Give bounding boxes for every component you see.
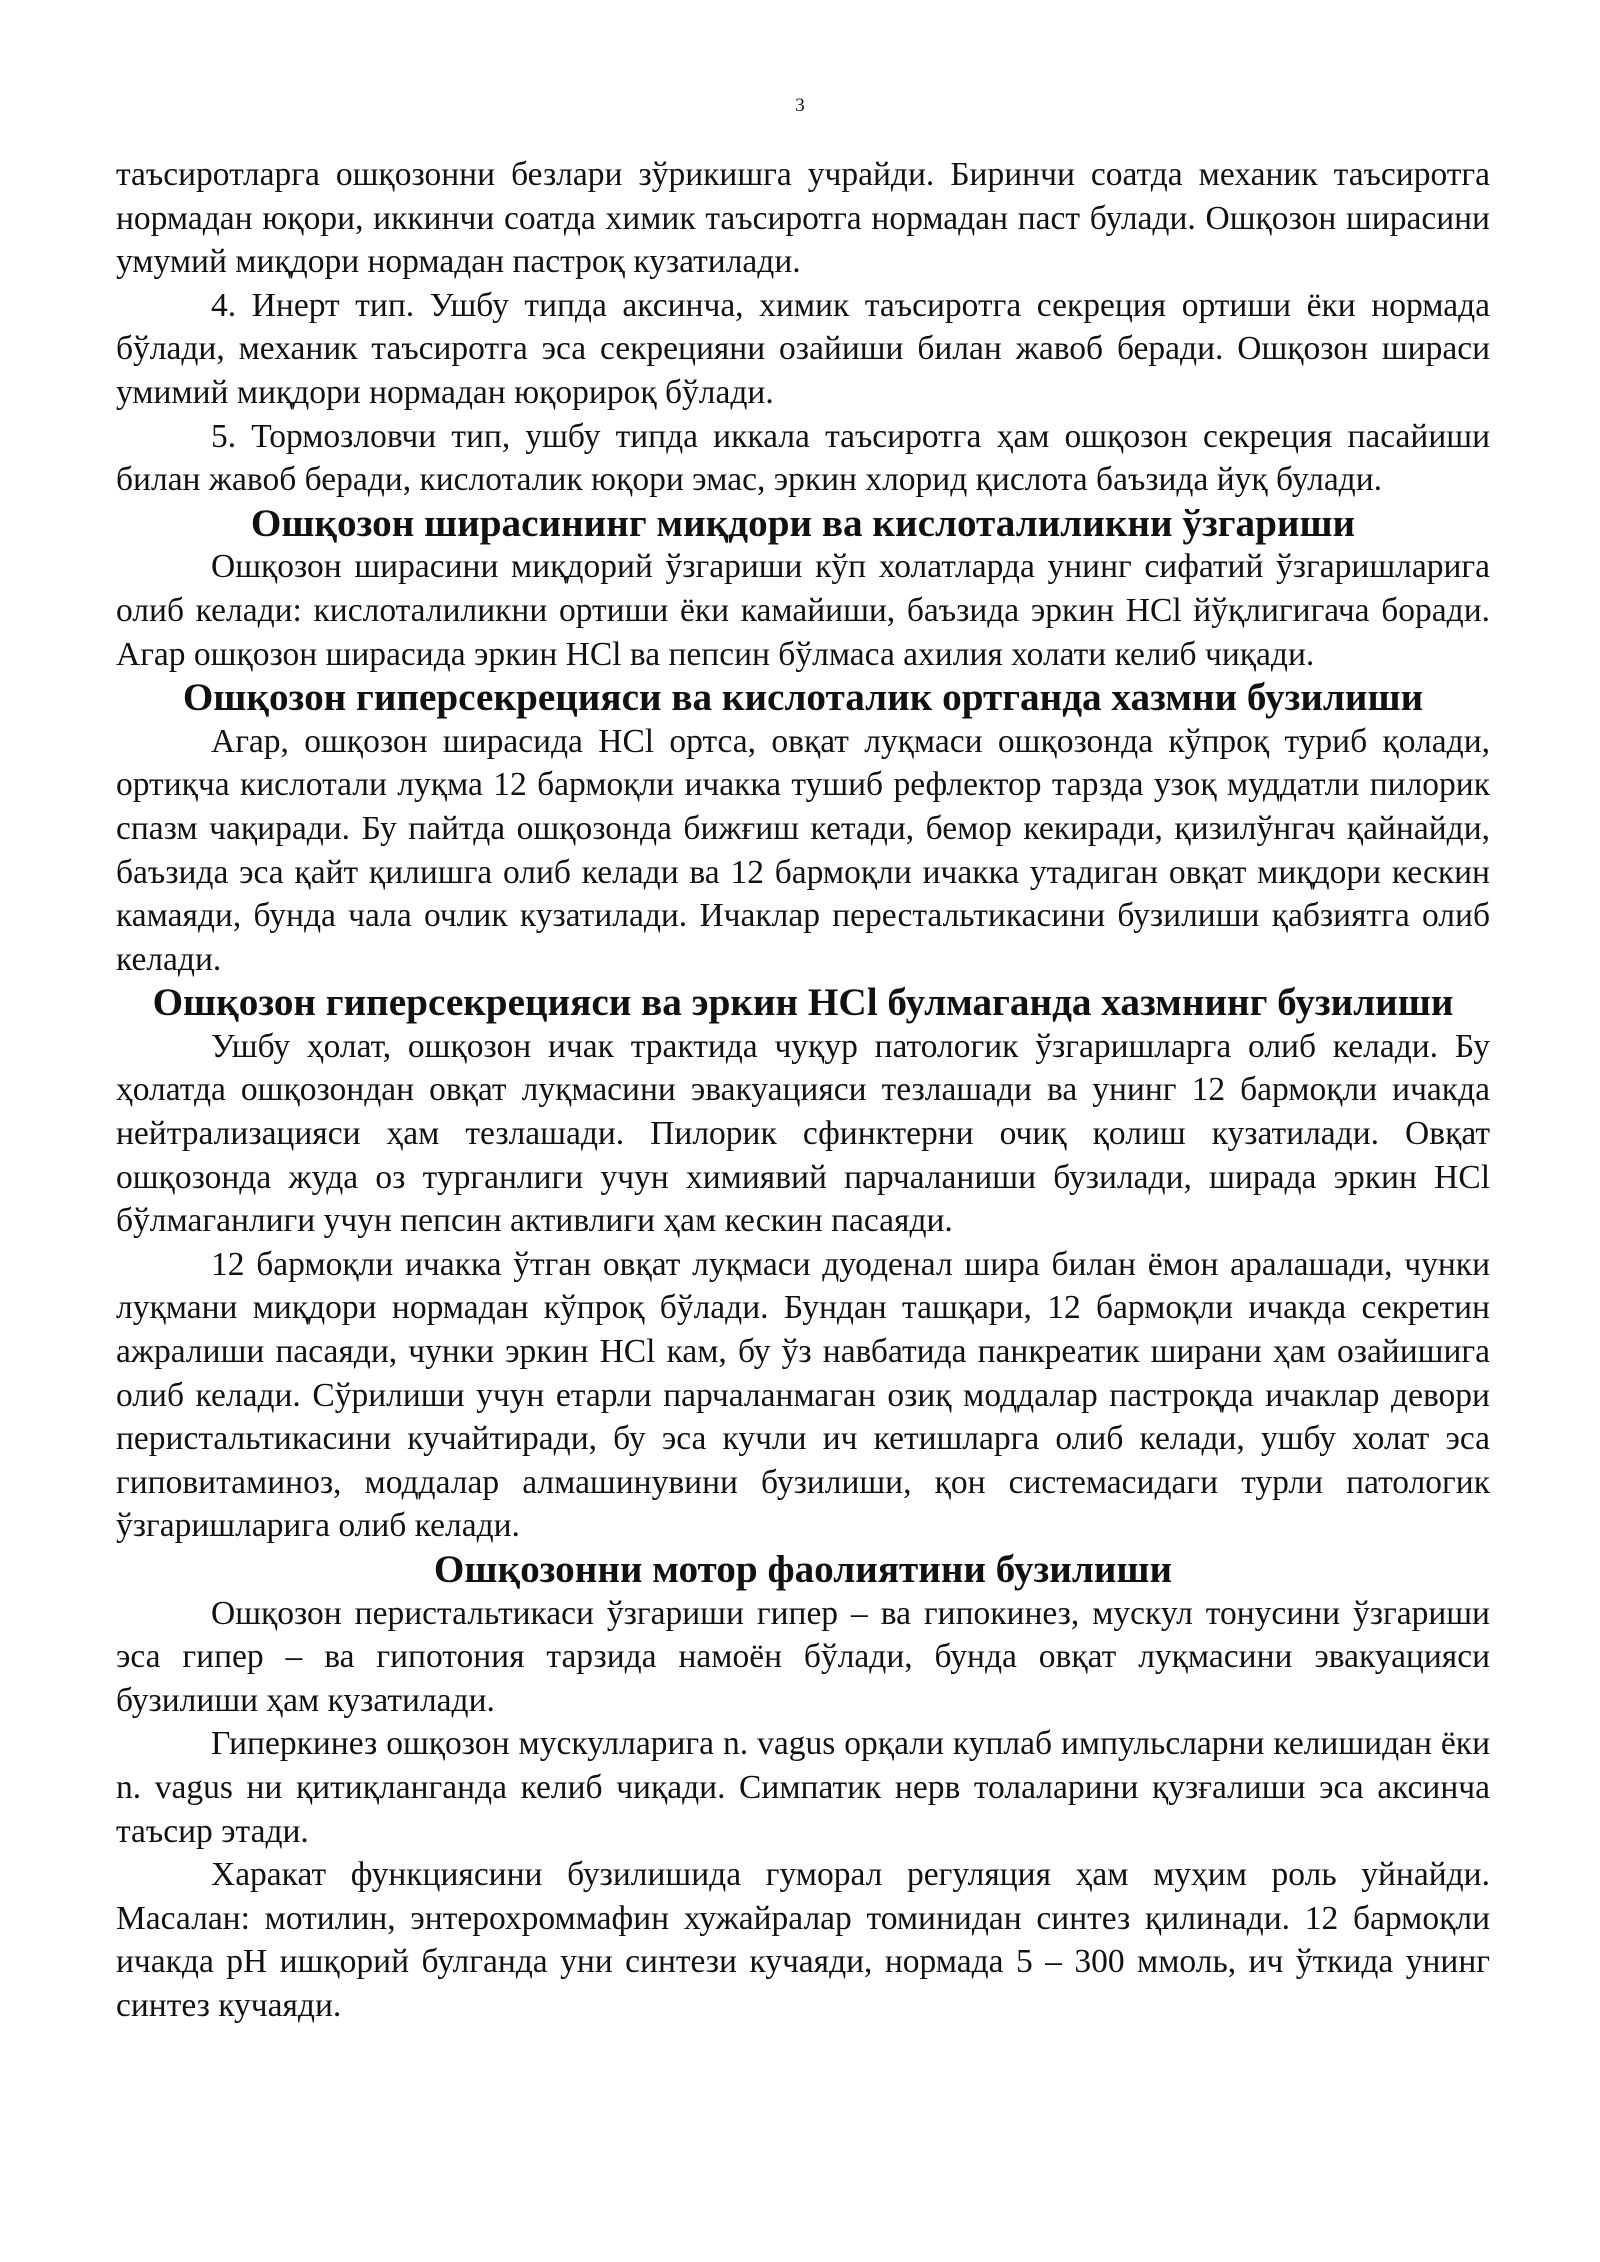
paragraph-inhibitory-type: 5. Тормозловчи тип, ушбу типда иккала таъсиротга ҳам ошқозон секреция пасайиши билан жавоб беради, кислоталик юқори эмас, эркин хлорид қислота баъзида йуқ булади. [116, 417, 1490, 499]
paragraph-hypersecretion-no-hcl: Ушбу ҳолат, ошқозон ичак трактида чуқур патологик ўзгаришларга олиб келади. Бу ҳолатда ошқозондан овқат луқмасини эвакуацияси тезлашади ва унинг 12 бармоқли ичакда нейтрализацияси ҳам тезлашади. Пилорик сфинктерни очиқ қолиш кузатилади. Овқат ошқозонда жуда оз турганлиги учун химиявий парчаланиши бузилади, ширада эркин HCl бўлмаганлиги учун пепсин активлиги ҳам кескин пасаяди. [116, 1027, 1490, 1240]
section-heading-acidity: Ошқозон ширасининг миқдори ва кислоталиликни ўзгариши [250, 501, 1356, 545]
page-number: 3 [795, 95, 805, 116]
paragraph-1: таъсиротларга ошқозонни безлари зўрикишга учрайди. Биринчи соатда механик таъсиротга нормадан юқори, иккинчи соатда химик таъсиротга нормадан паст булади. Ошқозон ширасини умумий миқдори нормадан пастроқ кузатилади. [116, 156, 1490, 281]
paragraph-acidity: Ошқозон ширасини миқдорий ўзгариши кўп холатларда унинг сифатий ўзгаришларига олиб келади: кислоталиликни ортиши ёки камайиши, баъзида эркин HCl йўқлигигача боради. Агар ошқозон ширасида эркин HCl ва пепсин бўлмаса ахилия холати келиб чиқади. [116, 548, 1490, 673]
paragraph-duodenum: 12 бармоқли ичакка ўтган овқат луқмаси дуоденал шира билан ёмон аралашади, чунки луқмани миқдори нормадан кўпроқ бўлади. Бундан ташқари, 12 бармоқли ичакда секретин ажралиши пасаяди, чунки эркин HCl кам, бу ўз навбатида панкреатик ширани ҳам озайишига олиб келади. Сўрилиши учун етарли парчаланмаган озиқ моддалар пастроқда ичаклар девори перистальтикасини кучайтиради, бу эса кучли ич кетишларга олиб келади, ушбу холат эса гиповитаминоз, моддалар алмашинувини бузилиши, қон системасидаги турли патологик ўзгаришларига олиб келади. [116, 1245, 1490, 1545]
document-body [116, 153, 1490, 2028]
paragraph-hyperkinesis: Гиперкинез ошқозон мускулларига n. vagus орқали куплаб импульсларни келишидан ёки n. vagus ни қитиқланганда келиб чиқади. Симпатик нерв толаларини қузғалиши эса аксинча таъсир этади. [116, 1725, 1490, 1850]
section-heading-hypersecretion-no-hcl: Ошқозон гиперсекрецияси ва эркин HCl булмаганда хазмнинг бузилиши [152, 981, 1454, 1025]
paragraph-motor-function: Ошқозон перистальтикаси ўзгариши гипер – ва гипокинез, мускул тонусини ўзгариши эса гипер – ва гипотония тарзида намоён бўлади, бунда овқат луқмасини эвакуацияси бузилиши ҳам кузатилади. [116, 1594, 1490, 1719]
paragraph-inert-type: 4. Инерт тип. Ушбу типда аксинча, химик таъсиротга секреция ортиши ёки нормада бўлади, механик таъсиротга эса секрецияни озайиши билан жавоб беради. Ошқозон шираси умимий миқдори нормадан юқорироқ бўлади. [116, 286, 1490, 411]
section-heading-hypersecretion-acid: Ошқозон гиперсекрецияси ва кислоталик ортганда хазмни бузилиши [182, 676, 1424, 720]
paragraph-hypersecretion-acid: Агар, ошқозон ширасида HCl ортса, овқат луқмаси ошқозонда кўпроқ туриб қолади, ортиқча кислотали луқма 12 бармоқли ичакка тушиб рефлектор тарзда узоқ муддатли пилорик спазм чақиради. Бу пайтда ошқозонда бижғиш кетади, бемор кекиради, қизилўнгач қайнайди, баъзида эса қайт қилишга олиб келади ва 12 бармоқли ичакка утадиган овқат миқдори кескин камаяди, бунда чала очлик кузатилади. Ичаклар перестальтикасини бузилиши қабзиятга олиб келади. [116, 722, 1490, 978]
paragraph-humoral-regulation: Харакат функциясини бузилишида гуморал регуляция ҳам муҳим роль уйнайди. Масалан: мотилин, энтерохроммафин хужайралар томинидан синтез қилинади. 12 бармоқли ичакда pH ишқорий булганда уни синтези кучаяди, нормада 5 – 300 ммоль, ич ўткида унинг синтез кучаяди. [116, 1856, 1490, 2024]
section-heading-motor-function: Ошқозонни мотор фаолиятини бузилиши [433, 1548, 1173, 1591]
